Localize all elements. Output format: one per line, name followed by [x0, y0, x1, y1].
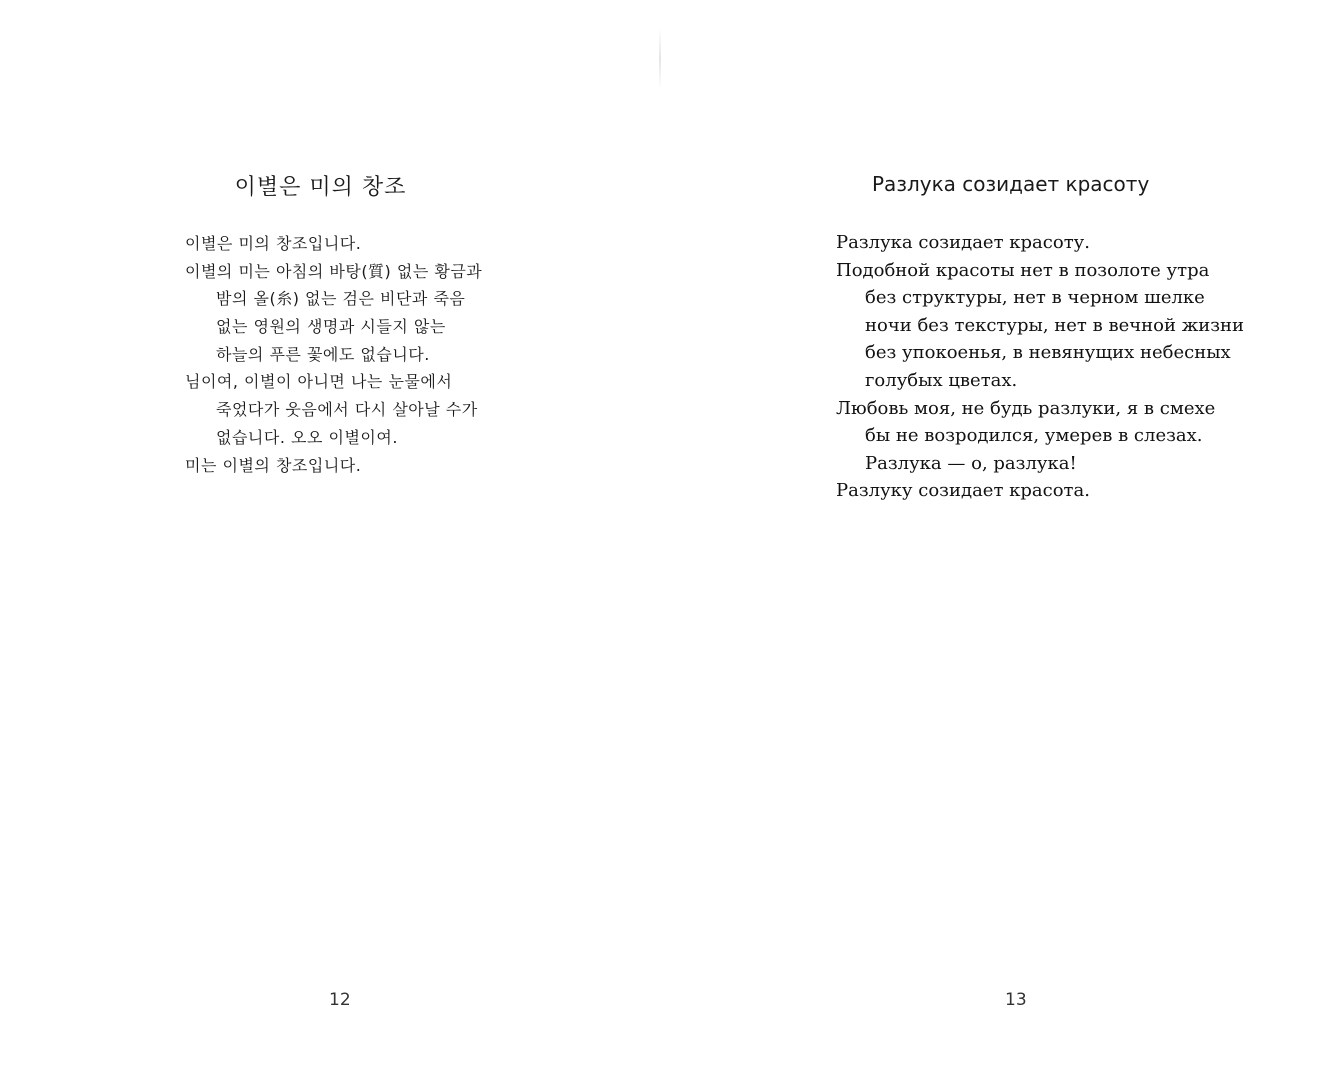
poem-line: ночи без текстуры, нет в вечной жизни — [865, 314, 1245, 336]
poem-line: 없는 영원의 생명과 시들지 않는 — [216, 317, 446, 337]
poem-line: 밤의 올(糸) 없는 검은 비단과 죽음 — [216, 289, 466, 309]
poem-line: 없습니다. 오오 이별이여. — [216, 427, 398, 447]
poem-line: бы не возродился, умерев в слезах. — [865, 425, 1203, 447]
poem-line: 이별의 미는 아침의 바탕(質) 없는 황금과 — [185, 261, 483, 281]
poem-line: голубых цветах. — [865, 369, 1018, 391]
poem-line: 미는 이별의 창조입니다. — [185, 455, 362, 475]
korean-poem-title: 이별은 미의 창조 — [234, 175, 407, 200]
poem-line: Разлука — о, разлука! — [865, 452, 1077, 474]
russian-poem-title: Разлука созидает красоту — [872, 172, 1150, 196]
book-gutter — [659, 28, 661, 90]
page-number-right: 13 — [1005, 990, 1027, 1010]
poem-line: 이별은 미의 창조입니다. — [185, 234, 362, 253]
russian-poem-body — [836, 229, 1244, 505]
poem-line: без упокоенья, в невянущих небесных — [865, 342, 1231, 364]
poem-line: Разлуку созидает красота. — [836, 480, 1090, 502]
poem-line: 죽었다가 웃음에서 다시 살아날 수가 — [216, 400, 478, 420]
poem-line: 하늘의 푸른 꽃에도 없습니다. — [216, 344, 430, 364]
poem-line: Разлука созидает красоту. — [836, 232, 1090, 253]
page-number-left: 12 — [329, 990, 351, 1010]
poem-line: Любовь моя, не будь разлуки, я в смехе — [836, 397, 1216, 419]
poem-line: Подобной красоты нет в позолоте утра — [836, 259, 1210, 281]
poem-line: без структуры, нет в черном шелке — [865, 287, 1205, 309]
korean-poem-body — [185, 230, 482, 479]
poem-line: 님이여, 이별이 아니면 나는 눈물에서 — [185, 372, 453, 392]
right-page — [663, 0, 1326, 1080]
